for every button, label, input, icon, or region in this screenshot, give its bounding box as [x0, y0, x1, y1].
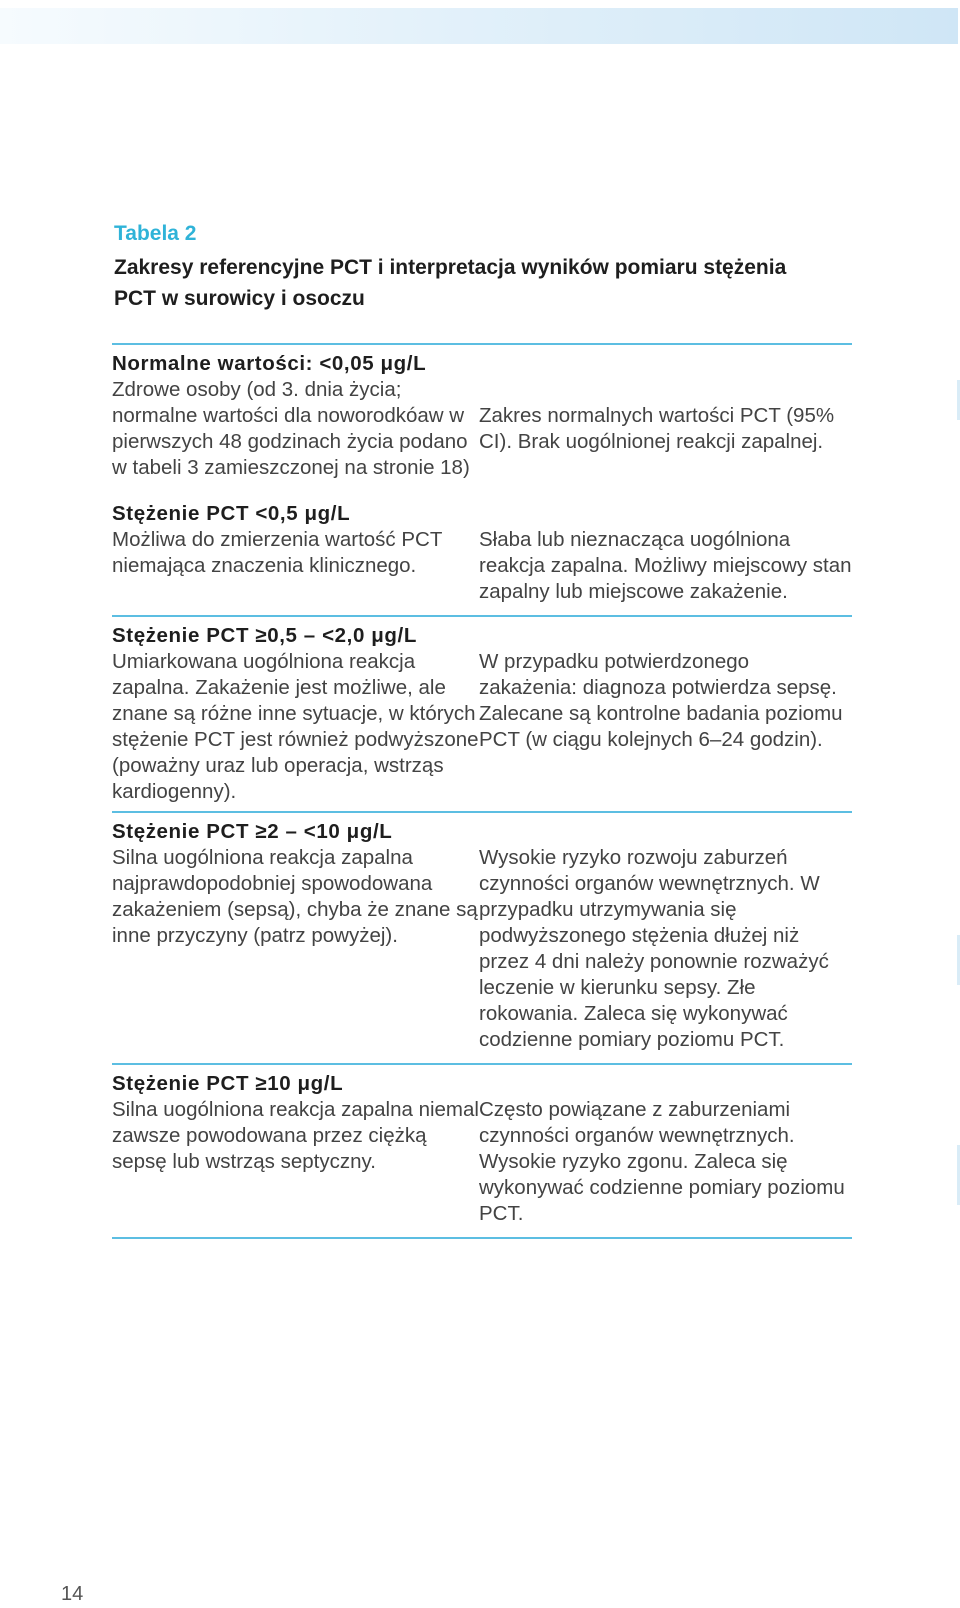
- table-row: [112, 813, 852, 1053]
- row-description: Możliwa do zmierzenia wartość PCT niemająca znaczenia klinicznego.: [112, 528, 443, 577]
- row-left-cell: [112, 617, 479, 805]
- table-row: [112, 617, 852, 805]
- row-heading: Stężenie PCT ≥0,5 – <2,0 μg/L: [112, 624, 417, 647]
- table-row: [112, 1065, 852, 1227]
- row-right-cell: [479, 813, 852, 1053]
- row-interpretation: W przypadku potwierdzonego zakażenia: diagnoza potwierdza sepsę. Zalecane są kontrolne badania poziomu PCT (w ciągu kolejnych 6–24 godzin).: [479, 650, 843, 751]
- row-description: Silna uogólniona reakcja zapalna najprawdopodobniej spowodowana zakażeniem (sepsą), chyba że znane są inne przyczyny (patrz powyżej).: [112, 846, 478, 947]
- row-heading: Normalne wartości: <0,05 μg/L: [112, 352, 427, 375]
- table-rule: [112, 1238, 852, 1239]
- row-heading: Stężenie PCT <0,5 μg/L: [112, 502, 351, 525]
- pct-reference-table: [112, 343, 852, 1239]
- table-row: [112, 501, 852, 605]
- row-heading: Stężenie PCT ≥10 μg/L: [112, 1072, 344, 1095]
- row-interpretation: Zakres normalnych wartości PCT (95% CI). Brak uogólnionej reakcji zapalnej.: [479, 404, 835, 453]
- row-right-cell: [479, 617, 852, 805]
- table-caption-title: Zakresy referencyjne PCT i interpretacja wyników pomiaru stężenia PCT w surowicy i osoczu: [114, 256, 787, 310]
- row-left-cell: [112, 1065, 479, 1227]
- row-description: Umiarkowana uogólniona reakcja zapalna. Zakażenie jest możliwe, ale znane są różne inne sytuacje, w których stężenie PCT jest również podwyższone (poważny uraz lub operacja, wstrząs kardiogenny).: [112, 650, 479, 803]
- page-number: 14: [61, 1583, 84, 1605]
- row-description: Zdrowe osoby (od 3. dnia życia; normalne wartości dla noworodkóaw w pierwszych 48 godzinach życia podano w tabeli 3 zamieszczonej na stronie 18): [112, 378, 470, 479]
- table-caption-label: Tabela 2: [114, 222, 197, 245]
- row-left-cell: [112, 345, 479, 481]
- row-interpretation: Często powiązane z zaburzeniami czynności organów wewnętrznych. Wysokie ryzyko zgonu. Zaleca się wykonywać codzienne pomiary poziomu PCT.: [479, 1098, 845, 1225]
- row-left-cell: [112, 501, 479, 605]
- header-gradient-band: [0, 8, 958, 44]
- table-row: [112, 345, 852, 481]
- row-interpretation: Słaba lub nieznacząca uogólniona reakcja zapalna. Możliwy miejscowy stan zapalny lub miejscowe zakażenie.: [479, 528, 852, 603]
- row-right-cell: [479, 501, 852, 605]
- row-right-cell: [479, 345, 852, 481]
- row-interpretation: Wysokie ryzyko rozwoju zaburzeń czynności organów wewnętrznych. W przypadku utrzymywania się podwyższonego stężenia dłużej niż przez 4 dni należy ponownie rozważyć leczenie w kierunku sepsy. Złe rokowania. Zaleca się wykonywać codzienne pomiary poziomu PCT.: [479, 846, 829, 1051]
- row-heading: Stężenie PCT ≥2 – <10 μg/L: [112, 820, 393, 843]
- row-left-cell: [112, 813, 479, 1053]
- row-description: Silna uogólniona reakcja zapalna niemal zawsze powodowana przez ciężką sepsę lub wstrząs septyczny.: [112, 1098, 479, 1173]
- row-right-cell: [479, 1065, 852, 1227]
